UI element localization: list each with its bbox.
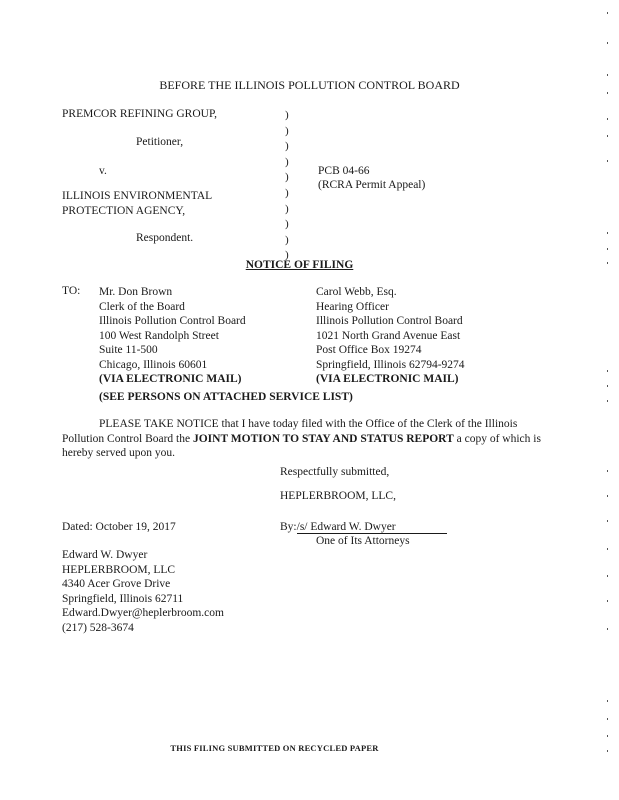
address-line: Hearing Officer bbox=[316, 300, 389, 313]
address-line: Post Office Box 19274 bbox=[316, 344, 422, 356]
signature-underline bbox=[297, 521, 447, 534]
versus-label: v. bbox=[99, 165, 107, 177]
bracket: ) bbox=[285, 249, 289, 262]
delivery-method: (VIA ELECTRONIC MAIL) bbox=[99, 373, 242, 385]
address-line: Springfield, Illinois 62794-9274 bbox=[316, 358, 465, 371]
delivery-method: (VIA ELECTRONIC MAIL) bbox=[316, 373, 459, 385]
bracket: ) bbox=[285, 124, 289, 137]
respondent-name-line1: ILLINOIS ENVIRONMENTAL bbox=[62, 190, 213, 202]
recipient-right-address bbox=[316, 285, 465, 387]
paragraph-text-part2: a copy of which is hereby served upon you. bbox=[62, 432, 541, 459]
address-line: Clerk of the Board bbox=[99, 300, 185, 313]
address-line: 100 West Randolph Street bbox=[99, 329, 219, 342]
attorney-street: 4340 Acer Grove Drive bbox=[62, 578, 171, 590]
attorney-contact-block bbox=[62, 548, 224, 635]
address-line: 1021 North Grand Avenue East bbox=[316, 329, 461, 342]
bracket: ) bbox=[285, 140, 289, 153]
address-line: Mr. Don Brown bbox=[99, 286, 173, 298]
petitioner-role: Petitioner, bbox=[136, 136, 184, 148]
address-line: Carol Webb, Esq. bbox=[316, 286, 397, 298]
petitioner-name: PREMCOR REFINING GROUP, bbox=[62, 108, 217, 120]
respondent-name-line2: PROTECTION AGENCY, bbox=[62, 205, 186, 217]
address-line: Suite 11-500 bbox=[99, 344, 158, 356]
by-label: By: bbox=[280, 521, 297, 533]
address-line: Illinois Pollution Control Board bbox=[316, 315, 463, 327]
signature-line bbox=[280, 521, 447, 534]
closing-text: Respectfully submitted, bbox=[280, 466, 390, 478]
attorney-email: Edward.Dwyer@heplerbroom.com bbox=[62, 607, 224, 619]
bracket: ) bbox=[285, 233, 289, 246]
bracket: ) bbox=[285, 186, 289, 199]
dated-line: Dated: October 19, 2017 bbox=[62, 521, 176, 533]
firm-name: HEPLERBROOM, LLC, bbox=[280, 490, 396, 502]
address-line: Chicago, Illinois 60601 bbox=[99, 358, 208, 371]
attorney-name: Edward W. Dwyer bbox=[62, 549, 148, 561]
attorney-firm: HEPLERBROOM, LLC bbox=[62, 563, 176, 576]
respondent-role: Respondent. bbox=[136, 232, 194, 244]
case-number: PCB 04-66 bbox=[318, 165, 370, 177]
to-label: TO: bbox=[62, 285, 81, 297]
attorney-city: Springfield, Illinois 62711 bbox=[62, 592, 184, 605]
recipient-left-address bbox=[99, 285, 246, 387]
document-title: BEFORE THE ILLINOIS POLLUTION CONTROL BOARD bbox=[159, 78, 460, 92]
address-line: Illinois Pollution Control Board bbox=[99, 315, 246, 327]
paragraph-document-name: JOINT MOTION TO STAY AND STATUS REPORT bbox=[192, 432, 454, 445]
attorney-role: One of Its Attorneys bbox=[316, 535, 410, 547]
notice-of-filing-title: NOTICE OF FILING bbox=[245, 259, 354, 271]
case-type: (RCRA Permit Appeal) bbox=[318, 179, 426, 191]
paragraph-text-part1: PLEASE TAKE NOTICE that I have today filed with the Office of the Clerk of the Illinois Pollution Control Board the bbox=[62, 418, 518, 445]
bracket: ) bbox=[285, 109, 289, 121]
recycled-paper-footer: THIS FILING SUBMITTED ON RECYCLED PAPER bbox=[170, 743, 379, 753]
notice-paragraph bbox=[62, 417, 542, 461]
attorney-phone: (217) 528-3674 bbox=[62, 621, 134, 634]
bracket: ) bbox=[285, 171, 289, 184]
bracket: ) bbox=[285, 202, 289, 215]
service-list-note: (SEE PERSONS ON ATTACHED SERVICE LIST) bbox=[99, 391, 353, 403]
scan-margin-marks bbox=[603, 0, 613, 800]
signed-name: /s/ Edward W. Dwyer bbox=[296, 521, 396, 533]
bracket: ) bbox=[285, 155, 289, 168]
bracket: ) bbox=[285, 218, 289, 231]
caption-brackets bbox=[285, 108, 289, 264]
